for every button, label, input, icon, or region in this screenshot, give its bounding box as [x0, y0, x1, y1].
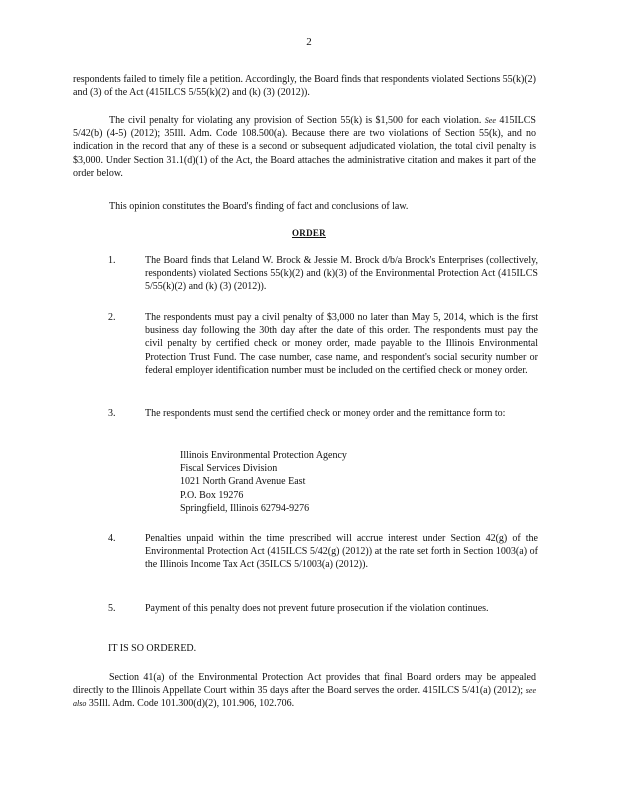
- order-heading: ORDER: [291, 228, 326, 238]
- order-item-text: Payment of this penalty does not prevent future prosecution if the violation continues.: [145, 603, 489, 614]
- paragraph-appeal-text: [73, 671, 536, 711]
- civil-penalty-text-a: The civil penalty for violating any provision of Section 55(k) is $1,500 for each violation.: [109, 115, 485, 126]
- order-item-number: 2.: [108, 312, 116, 323]
- order-item-number: 4.: [108, 533, 116, 544]
- paragraph-civil-penalty-text: [73, 114, 536, 180]
- order-item-number: 3.: [108, 408, 116, 419]
- order-item-text: The respondents must pay a civil penalty of $3,000 no later than May 5, 2014, which is the first business day following the 30th day after the date of this order. The respondents must pay the civil penalty by certified check or money order, made payable to the Illinois Environmental Protection Trust Fund. The case number, case name, and respondent's social security number or federal employer identification number must be included on the certified check or money order.: [145, 312, 538, 376]
- address-line: 1021 North Grand Avenue East: [180, 476, 306, 488]
- order-item-text: The respondents must send the certified check or money order and the remittance form to:: [145, 408, 506, 419]
- paragraph-finding-text: respondents failed to timely file a petition. Accordingly, the Board finds that respondents violated Sections 55(k)(2) and (3) of the Act (415ILCS 5/55(k)(2) and (k) (3) (2012)).: [73, 74, 536, 99]
- see-also-signal: see also: [73, 686, 536, 709]
- civil-penalty-text-b: 415ILCS 5/42(b) (4-5) (2012); 35Ill. Adm. Code 108.500(a). Because there are two violations of Section 55(k), and no indication in the record that any of these is a second or subsequent adjudicated violation, the total civil penalty is $3,000. Under Section 31.1(d)(1) of the Act, the Board attaches the administrative citation and makes it part of the order below.: [73, 115, 536, 179]
- order-item-number: 1.: [108, 255, 116, 266]
- page-number: 2: [306, 36, 312, 48]
- paragraph-civil-penalty: [73, 114, 536, 180]
- address-line: Fiscal Services Division: [180, 463, 278, 475]
- so-ordered-text: IT IS SO ORDERED.: [108, 643, 197, 654]
- remittance-address: [180, 449, 440, 515]
- order-item-text: The Board finds that Leland W. Brock & Jessie M. Brock d/b/a Brock's Enterprises (collectively, respondents) violated Sections 55(k)(2) and (k)(3) of the Environmental Protection Act (415ILCS 5/55(k)(2) and (k) (3) (2012)).: [145, 255, 538, 293]
- address-line: P.O. Box 19276: [180, 489, 244, 501]
- so-ordered: [108, 642, 508, 655]
- address-line: Springfield, Illinois 62794-9276: [180, 502, 310, 514]
- order-item-number: 5.: [108, 603, 116, 614]
- order-item-text: Penalties unpaid within the time prescribed will accrue interest under Section 42(g) of the Environmental Protection Act (415ILCS 5/42(g) (2012)) at the rate set forth in Section 1003(a) of the Illinois Income Tax Act (35ILCS 5/1003(a) (2012)).: [145, 533, 538, 571]
- appeal-text-b: 35Ill. Adm. Code 101.300(d)(2), 101.906, 102.706.: [86, 698, 295, 710]
- paragraph-conclusion: [73, 200, 536, 213]
- paragraph-conclusion-text: This opinion constitutes the Board's finding of fact and conclusions of law.: [109, 201, 409, 212]
- see-signal: See: [484, 116, 496, 125]
- paragraph-appeal: [73, 671, 536, 711]
- appeal-text-a: Section 41(a) of the Environmental Protection Act provides that final Board orders may be appealed directly to the Illinois Appellate Court within 35 days after the Board serves the order. 415ILCS 5/41(a) (2012);: [73, 672, 536, 697]
- paragraph-finding: [73, 73, 536, 99]
- address-line: Illinois Environmental Protection Agency: [180, 450, 347, 461]
